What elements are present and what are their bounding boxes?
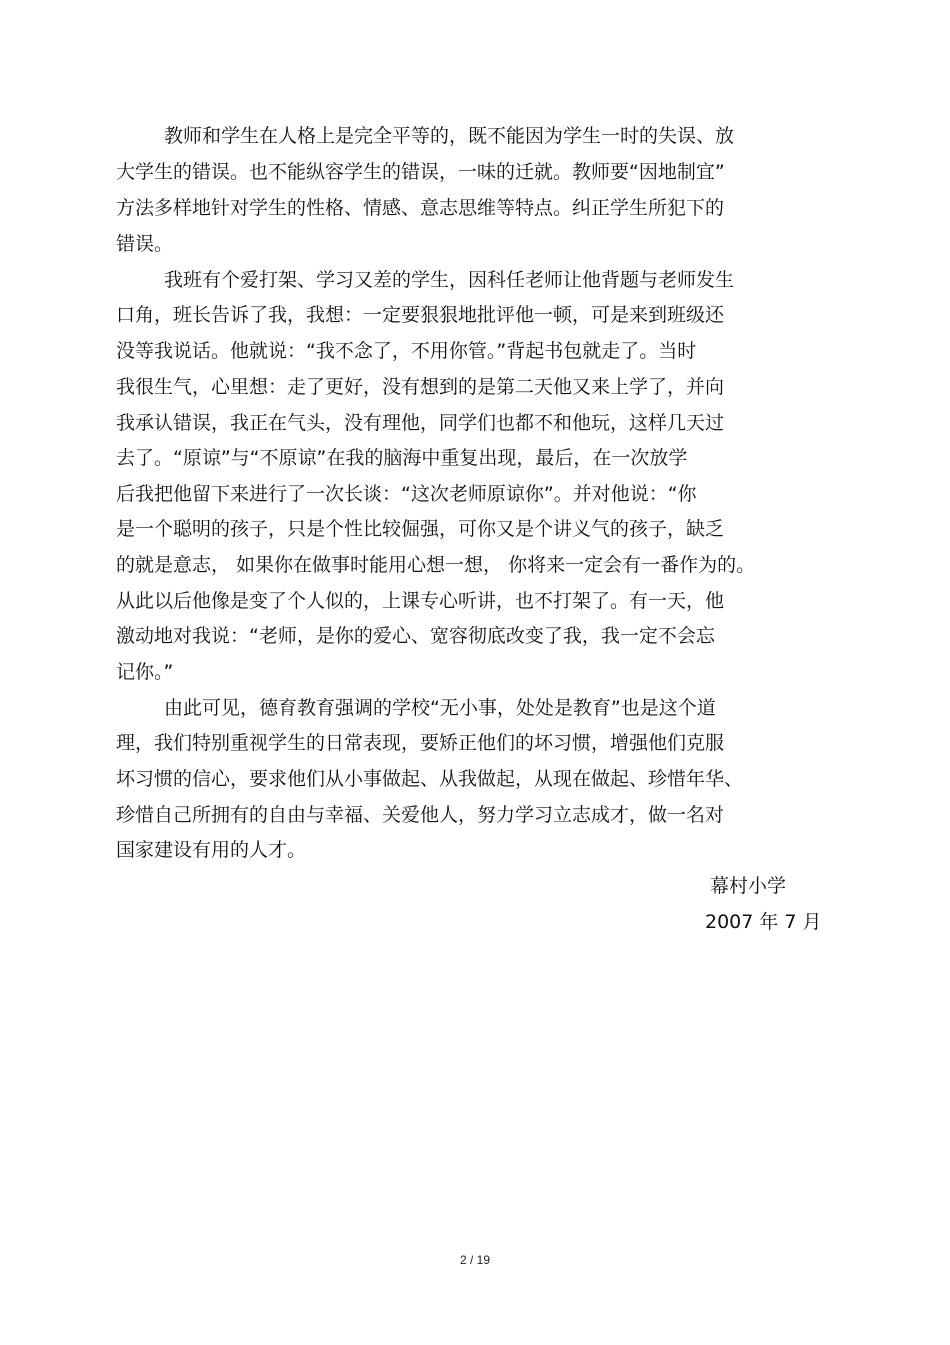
paragraph-1-line-2: 大学生的错误。也不能纵容学生的错误，一味的迁就。教师要“因地制宜” (116, 161, 725, 183)
paragraph-1-line-4: 错误。 (116, 233, 174, 255)
paragraph-3-line-1: 由此可见，德育教育强调的学校“无小事，处处是教育”也是这个道 (164, 697, 716, 719)
paragraph-2-line-5: 我承认错误，我正在气头，没有理他，同学们也都不和他玩，这样几天过 (116, 412, 725, 434)
page-number: 2 / 19 (459, 1253, 491, 1267)
paragraph-3-line-3: 坏习惯的信心，要求他们从小事做起、从我做起，从现在做起、珍惜年华、 (116, 768, 744, 790)
paragraph-2-line-3: 没等我说话。他就说：“我不念了，不用你管。”背起书包就走了。当时 (116, 340, 697, 362)
signature-school: 幕村小学 (710, 875, 787, 897)
paragraph-3-line-2: 理，我们特别重视学生的日常表现，要矫正他们的坏习惯，增强他们克服 (116, 732, 725, 754)
paragraph-2-line-1: 我班有个爱打架、学习又差的学生，因科任老师让他背题与老师发生 (164, 269, 735, 291)
paragraph-2-line-6: 去了。“原谅”与“不原谅”在我的脑海中重复出现，最后，在一次放学 (116, 447, 688, 469)
paragraph-3-line-4: 珍惜自己所拥有的自由与幸福、关爱他人，努力学习立志成才，做一名对 (116, 804, 725, 826)
paragraph-1-line-1: 教师和学生在人格上是完全平等的，既不能因为学生一时的失误、放 (164, 125, 735, 147)
paragraph-2-line-11: 激动地对我说：“老师，是你的爱心、宽容彻底改变了我，我一定不会忘 (116, 625, 715, 647)
paragraph-2-line-4: 我很生气，心里想：走了更好，没有想到的是第二天他又来上学了，并向 (116, 376, 725, 398)
signature-date: 2007 年 7 月 (705, 911, 822, 933)
paragraph-1-line-3: 方法多样地针对学生的性格、情感、意志思维等特点。纠正学生所犯下的 (116, 197, 725, 219)
paragraph-2-line-12: 记你。” (116, 661, 174, 683)
paragraph-2-line-10: 从此以后他像是变了个人似的，上课专心听讲，也不打架了。有一天，他 (116, 590, 725, 612)
paragraph-2-line-2: 口角，班长告诉了我，我想：一定要狠狠地批评他一顿，可是来到班级还 (116, 304, 725, 326)
paragraph-2-line-8: 是一个聪明的孩子，只是个性比较倔强，可你又是个讲义气的孩子，缺乏 (116, 518, 725, 540)
paragraph-2-line-9: 的就是意志， 如果你在做事时能用心想一想， 你将来一定会有一番作为的。 (116, 554, 756, 576)
paragraph-3-line-5: 国家建设有用的人才。 (116, 839, 307, 861)
paragraph-2-line-7: 后我把他留下来进行了一次长谈：“这次老师原谅你”。并对他说：“你 (116, 483, 697, 505)
